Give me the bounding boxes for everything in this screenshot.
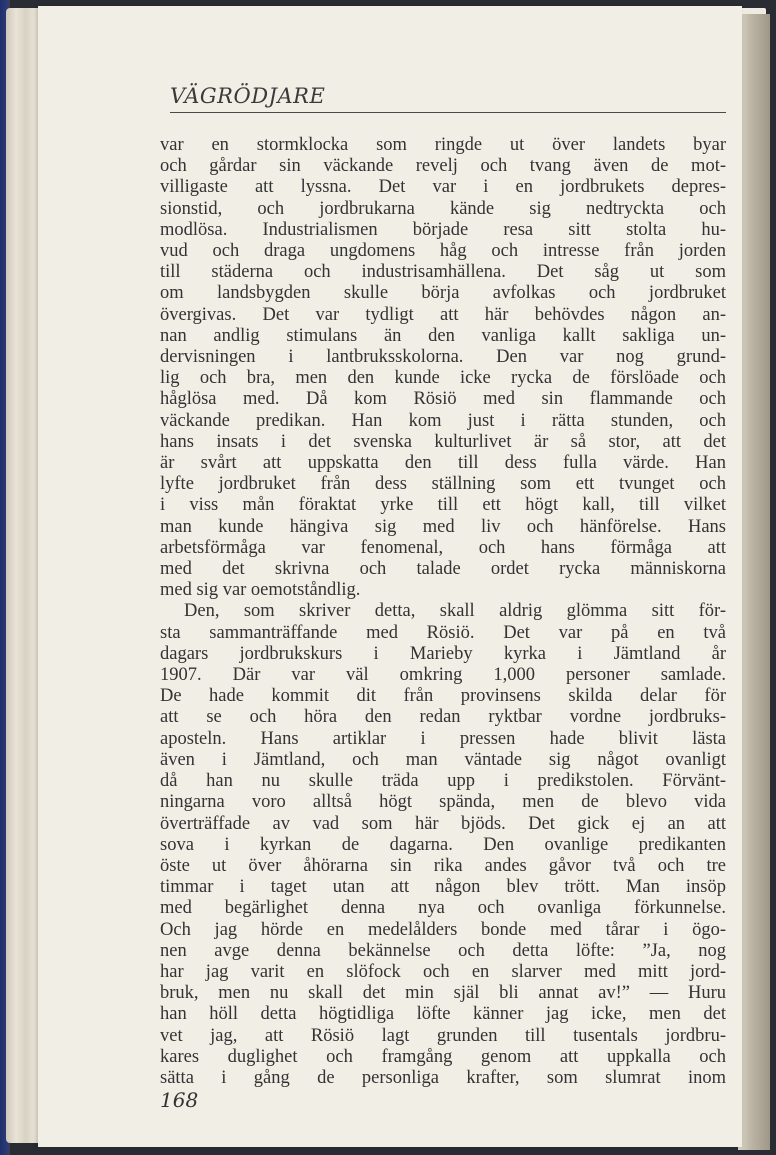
text-line: med det skrivna och talade ordet rycka människorna — [160, 559, 726, 580]
text-line: lig och bra, men den kunde icke rycka de förslöade och — [160, 368, 726, 389]
text-line: öste ut över åhörarna sin rika andes gåvor två och tre — [160, 855, 726, 876]
text-line: Och jag hörde en medelålders bonde med tårar i ögo- — [160, 919, 726, 940]
text-line: sätta i gång de personliga krafter, som slumrat inom — [160, 1067, 726, 1088]
text-line: De hade kommit dit från provinsens skilda delar för — [160, 686, 726, 707]
text-line: att se och höra den redan ryktbar vordne jordbruks- — [160, 707, 726, 728]
text-line: övergivas. Det var tydligt att här behövdes någon an- — [160, 304, 726, 325]
text-line: sta sammanträffande med Rösiö. Det var på en två — [160, 622, 726, 643]
text-line: hans insats i det svenska kulturlivet är så stor, att det — [160, 431, 726, 452]
text-line: dagars jordbrukskurs i Marieby kyrka i Jämtland år — [160, 643, 726, 664]
text-line: om landsbygden skulle börja avfolkas och jordbruket — [160, 283, 726, 304]
running-head: VÄGRÖDJARE — [170, 82, 726, 113]
text-line: han höll detta högtidliga löfte känner jag icke, men det — [160, 1004, 726, 1025]
text-line: med begärlighet denna nya och ovanliga förkunnelse. — [160, 898, 726, 919]
text-line: modlösa. Industrialismen började resa sitt stolta hu- — [160, 219, 726, 240]
page-number: 168 — [160, 1088, 199, 1112]
text-line: även i Jämtland, och man väntade sig något ovanligt — [160, 749, 726, 770]
text-line: villigaste att lyssna. Det var i en jordbrukets depres- — [160, 177, 726, 198]
text-line: timmar i taget utan att någon blev trött. Man insöp — [160, 877, 726, 898]
text-line: arbetsförmåga var fenomenal, och hans förmåga att — [160, 537, 726, 558]
text-line: 1907. Där var väl omkring 1,000 personer samlade. — [160, 665, 726, 686]
text-line: ningarna voro alltså högt spända, men de blevo vida — [160, 792, 726, 813]
text-line: har jag varit en slöfock och en slarver med mitt jord- — [160, 961, 726, 982]
text-line: kares duglighet och framgång genom att uppkalla och — [160, 1046, 726, 1067]
text-line: aposteln. Hans artiklar i pressen hade blivit lästa — [160, 728, 726, 749]
text-line: väckande predikan. Han kom just i rätta stunden, och — [160, 410, 726, 431]
text-line: lyfte jordbruket från dess ställning som ett tvunget och — [160, 474, 726, 495]
body-text — [160, 135, 726, 1089]
text-line: bruk, men nu skall det min själ bli annat av!” — Huru — [160, 983, 726, 1004]
text-line: vet jag, att Rösiö lagt grunden till tusentals jordbru- — [160, 1025, 726, 1046]
paragraph-start-line: Den, som skriver detta, skall aldrig glömma sitt för- — [184, 601, 726, 622]
text-line: sova i kyrkan de dagarna. Den ovanlige predikanten — [160, 834, 726, 855]
text-line: var en stormklocka som ringde ut över landets byar — [160, 135, 726, 155]
text-line: dervisningen i lantbruksskolorna. Den var nog grund- — [160, 347, 726, 368]
text-line: i viss mån föraktat yrke till ett högt kall, till vilket — [160, 495, 726, 516]
text-line: nen avge denna bekännelse och detta löfte: ”Ja, nog — [160, 940, 726, 961]
text-line: och gårdar sin väckande revelj och tvang även de mot- — [160, 156, 726, 177]
text-line: vud och draga ungdomens håg och intresse från jorden — [160, 241, 726, 262]
text-line: nan andlig stimulans än den vanliga kallt sakliga un- — [160, 325, 726, 346]
paragraph-end-line: med sig var oemotståndlig. — [160, 580, 361, 601]
text-line: man kunde hängiva sig med liv och hänförelse. Hans — [160, 516, 726, 537]
page-edge-right — [738, 14, 770, 1150]
text-line: då han nu skulle träda upp i predikstolen. Förvänt- — [160, 771, 726, 792]
text-line: är svårt att uppskatta den till dess fulla värde. Han — [160, 453, 726, 474]
text-line: sionstid, och jordbrukarna kände sig nedtryckta och — [160, 198, 726, 219]
text-line: överträffade av vad som här bjöds. Det gick ej an att — [160, 813, 726, 834]
text-line: till städerna och industrisamhällena. Det såg ut som — [160, 262, 726, 283]
text-line: håglösa med. Då kom Rösiö med sin flammande och — [160, 389, 726, 410]
